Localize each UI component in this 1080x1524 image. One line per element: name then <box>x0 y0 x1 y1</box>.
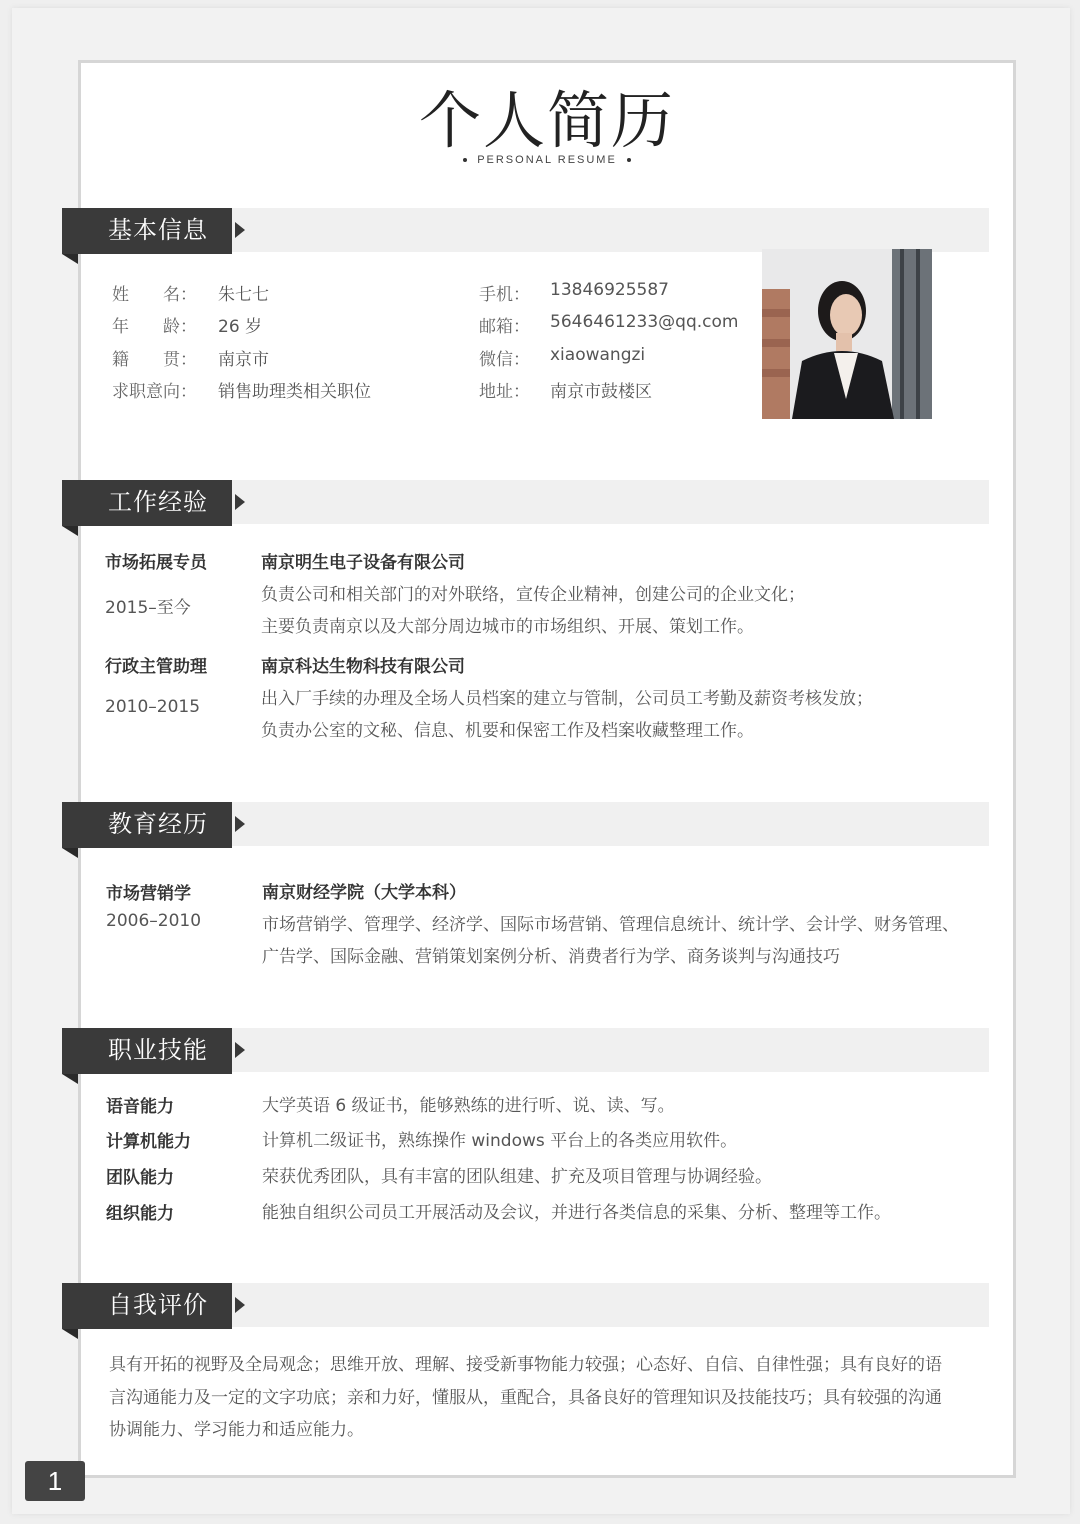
subtitle-text: PERSONAL RESUME <box>477 154 617 166</box>
label-age: 年 龄： <box>112 317 197 337</box>
work-duty-line: 负责办公室的文秘、信息、机要和保密工作及档案收藏整理工作。 <box>261 721 754 741</box>
work-duty-line: 出入厂手续的办理及全场人员档案的建立与管制，公司员工考勤及薪资考核发放； <box>261 689 873 709</box>
skill-name: 语音能力 <box>106 1097 174 1117</box>
edu-course-line: 广告学、国际金融、营销策划案例分析、消费者行为学、商务谈判与沟通技巧 <box>262 947 840 967</box>
label-name: 姓 名： <box>112 285 197 305</box>
skill-desc: 能独自组织公司员工开展活动及会议，并进行各类信息的采集、分析、整理等工作。 <box>262 1203 891 1223</box>
skill-desc: 计算机二级证书，熟练操作 windows 平台上的各类应用软件。 <box>262 1131 738 1151</box>
skill-desc: 荣获优秀团队，具有丰富的团队组建、扩充及项目管理与协调经验。 <box>262 1167 772 1187</box>
label-origin: 籍 贯： <box>112 350 197 370</box>
page-number-badge[interactable]: 1 <box>25 1461 85 1501</box>
section-title-basic: 基本信息 <box>62 208 232 254</box>
section-title-skills: 职业技能 <box>62 1028 232 1074</box>
skill-name: 团队能力 <box>106 1168 174 1188</box>
work-company: 南京科达生物科技有限公司 <box>261 657 465 677</box>
value-address: 南京市鼓楼区 <box>550 382 652 402</box>
value-intent: 销售助理类相关职位 <box>218 382 371 402</box>
self-eval-line: 言沟通能力及一定的文字功底；亲和力好，懂服从，重配合，具备良好的管理知识及技能技巧；具有较强的沟通 <box>109 1388 942 1408</box>
label-phone: 手机： <box>479 285 530 305</box>
work-company: 南京明生电子设备有限公司 <box>261 553 465 573</box>
value-email: 5646461233@qq.com <box>550 312 739 332</box>
label-intent: 求职意向： <box>112 382 197 402</box>
section-marker <box>225 483 228 523</box>
section-marker <box>225 805 228 845</box>
work-duty-line: 负责公司和相关部门的对外联络，宣传企业精神，创建公司的企业文化； <box>261 585 805 605</box>
work-role: 行政主管助理 <box>105 657 207 677</box>
section-title-edu: 教育经历 <box>62 802 232 848</box>
label-wechat: 微信： <box>479 350 530 370</box>
work-role: 市场拓展专员 <box>105 553 207 573</box>
label-address: 地址： <box>479 382 530 402</box>
section-marker <box>225 211 228 251</box>
value-phone: 13846925587 <box>550 280 669 300</box>
resume-title <box>81 82 1013 166</box>
work-duty-line: 主要负责南京以及大部分周边城市的市场组织、开展、策划工作。 <box>261 617 754 637</box>
triangle-right-icon <box>235 494 245 510</box>
section-title-work: 工作经验 <box>62 480 232 526</box>
value-wechat: xiaowangzi <box>550 345 646 365</box>
skill-name: 计算机能力 <box>106 1132 191 1152</box>
dot-icon <box>627 158 631 162</box>
work-period: 2015–至今 <box>105 598 191 618</box>
work-period: 2010–2015 <box>105 697 201 717</box>
profile-photo <box>762 249 932 419</box>
value-age: 26 岁 <box>218 317 263 337</box>
edu-course-line: 市场营销学、管理学、经济学、国际市场营销、管理信息统计、统计学、会计学、财务管理、 <box>262 915 959 935</box>
skill-name: 组织能力 <box>106 1204 174 1224</box>
section-marker <box>225 1031 228 1071</box>
section-title-self: 自我评价 <box>62 1283 232 1329</box>
dot-icon <box>463 158 467 162</box>
self-eval-line: 具有开拓的视野及全局观念；思维开放、理解、接受新事物能力较强；心态好、自信、自律性强；具有良好的语 <box>109 1355 942 1375</box>
skill-desc: 大学英语 6 级证书，能够熟练的进行听、说、读、写。 <box>262 1096 675 1116</box>
edu-major: 市场营销学 <box>106 884 191 904</box>
edu-school: 南京财经学院（大学本科） <box>262 883 466 903</box>
value-origin: 南京市 <box>218 350 269 370</box>
triangle-right-icon <box>235 1042 245 1058</box>
triangle-right-icon <box>235 1297 245 1313</box>
value-name: 朱七七 <box>218 285 269 305</box>
title-text: 个人简历 <box>418 84 675 157</box>
triangle-right-icon <box>235 816 245 832</box>
title-subtitle <box>81 154 1013 166</box>
section-marker <box>225 1286 228 1326</box>
self-eval-line: 协调能力、学习能力和适应能力。 <box>109 1420 364 1440</box>
label-email: 邮箱： <box>479 317 530 337</box>
triangle-right-icon <box>235 222 245 238</box>
edu-period: 2006–2010 <box>106 911 202 931</box>
